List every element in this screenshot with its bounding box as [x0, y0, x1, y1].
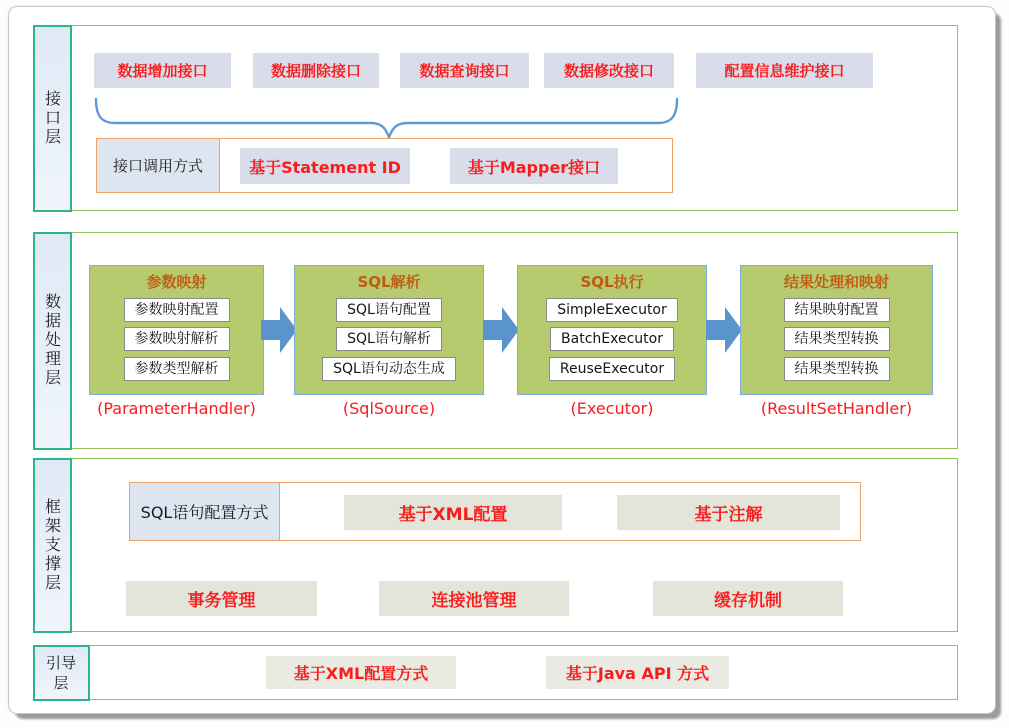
- module-item: SQL语句动态生成: [322, 357, 456, 381]
- api-button-delete: 数据删除接口: [253, 53, 379, 88]
- feature-transaction-management: 事务管理: [126, 581, 317, 616]
- module-item: SimpleExecutor: [546, 298, 678, 322]
- module-item: 参数映射配置: [124, 298, 230, 322]
- flow-arrow-icon: [261, 307, 297, 353]
- module-item: 结果类型转换: [784, 327, 890, 351]
- call-method-box: [96, 138, 673, 193]
- module-caption-executor: (Executor): [570, 399, 654, 418]
- api-button-insert: 数据增加接口: [94, 53, 231, 88]
- module-sql-parsing: [294, 265, 484, 395]
- section-support-layer: [33, 458, 958, 632]
- module-item: 结果映射配置: [784, 298, 890, 322]
- module-items: [747, 292, 926, 386]
- module-sql-execution: [517, 265, 707, 395]
- module-title: SQL执行: [580, 273, 644, 291]
- flow-arrow-icon: [706, 307, 742, 353]
- layer-tab-bootstrap: [33, 645, 90, 701]
- feature-connection-pool: 连接池管理: [379, 581, 569, 616]
- api-button-config-maintain: 配置信息维护接口: [696, 53, 873, 88]
- module-item: 结果类型转换: [784, 357, 890, 381]
- section-processing-layer: [33, 232, 958, 449]
- module-caption-parameterhandler: (ParameterHandler): [97, 399, 256, 418]
- module-result-handling: [740, 265, 933, 395]
- api-button-update: 数据修改接口: [544, 53, 674, 88]
- module-items: [301, 292, 477, 386]
- call-method-label: 接口调用方式: [97, 139, 220, 192]
- module-item: ReuseExecutor: [549, 357, 675, 381]
- module-title: 结果处理和映射: [783, 273, 889, 291]
- layer-tab-support: [33, 458, 72, 633]
- section-interface-layer: [33, 25, 958, 211]
- module-parameter-mapping: [89, 265, 264, 395]
- module-item: 参数类型解析: [124, 357, 230, 381]
- sql-config-box: [129, 482, 861, 541]
- layer-tab-interface: [33, 25, 72, 212]
- layer-tab-label: 框架支撑层: [42, 497, 62, 593]
- module-item: SQL语句配置: [336, 298, 442, 322]
- module-title: 参数映射: [146, 273, 207, 291]
- module-items: [96, 292, 257, 386]
- layer-tab-label: 数据处理层: [42, 293, 62, 388]
- feature-cache-mechanism: 缓存机制: [653, 581, 843, 616]
- bootstrap-xml-config: 基于XML配置方式: [266, 656, 456, 689]
- module-items: [524, 292, 700, 386]
- call-method-statement-id: 基于Statement ID: [240, 148, 410, 184]
- module-item: BatchExecutor: [550, 327, 674, 351]
- layer-tab-processing: [33, 232, 72, 450]
- section-bootstrap-layer: [33, 645, 958, 700]
- module-item: SQL语句解析: [336, 327, 442, 351]
- sql-config-annotation: 基于注解: [617, 495, 840, 530]
- module-item: 参数映射解析: [124, 327, 230, 351]
- layer-tab-label: 接口层: [42, 89, 62, 147]
- module-caption-resultsethandler: (ResultSetHandler): [760, 399, 913, 418]
- sql-config-label: SQL语句配置方式: [130, 483, 280, 540]
- layer-tab-label: 引导层: [45, 653, 76, 692]
- module-caption-sqlsource: (SqlSource): [342, 399, 436, 418]
- module-title: SQL解析: [357, 273, 421, 291]
- api-button-query: 数据查询接口: [400, 53, 529, 88]
- curly-brace-icon: [89, 94, 684, 142]
- sql-config-xml: 基于XML配置: [344, 495, 562, 530]
- call-method-mapper: 基于Mapper接口: [450, 148, 618, 184]
- flow-arrow-icon: [483, 307, 519, 353]
- bootstrap-java-api: 基于Java API 方式: [546, 656, 729, 689]
